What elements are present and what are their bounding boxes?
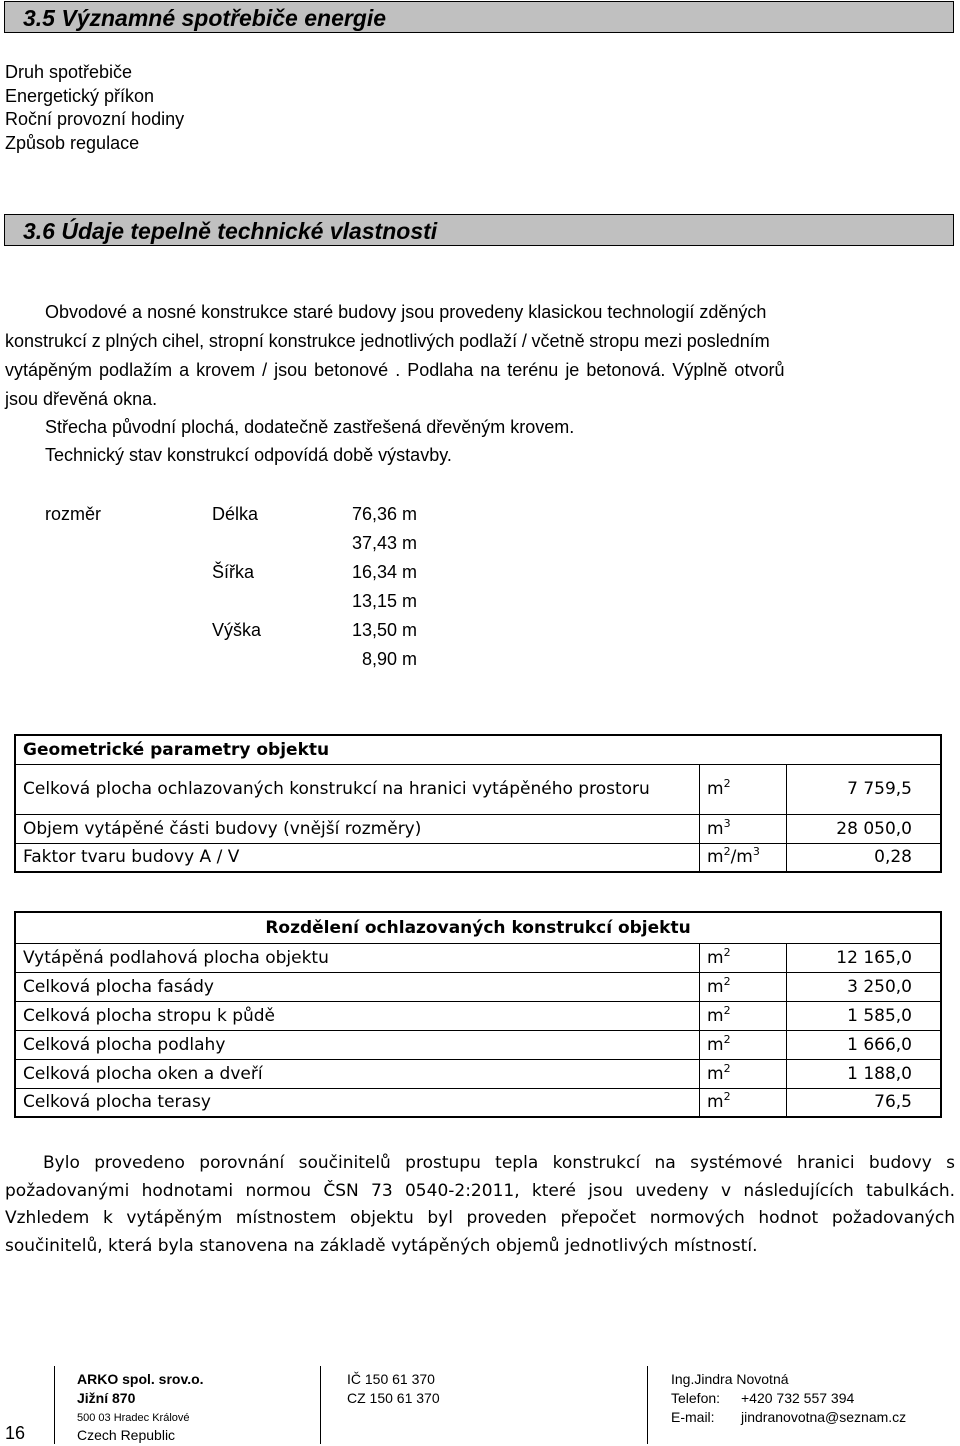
paragraph-line: jsou dřevěná okna. [5,389,158,409]
table-row [15,1030,941,1059]
footer-phone: +420 732 557 394 [741,1390,855,1406]
row-unit: $m^2/m^3$ [700,843,787,872]
table-title: Geometrické parametry objektu [15,735,941,764]
row-label: Celková plocha ochlazovaných konstrukcí na hranici vytápěného prostoru [15,764,700,814]
footer-email: jindranovotna@seznam.cz [741,1409,907,1425]
dimension-value: 76,36 m [352,504,418,524]
roof-description: Střecha původní plochá, dodatečně zastřešená dřevěným krovem. [45,417,575,437]
row-label: Vytápěná podlahová plocha objektu [15,943,700,972]
section-heading-3-5: 3.5 Významné spotřebiče energie [4,1,954,33]
footer-city: 500 03 Hradec Králové [77,1412,190,1424]
row-value: 0,28 [787,843,942,872]
row-label: Faktor tvaru budovy A / V [15,843,700,872]
row-label: Celková plocha podlahy [15,1030,700,1059]
dimension-value: 13,50 m [352,620,418,640]
row-unit: $m^2$ [700,1059,787,1088]
footer-person: Ing.Jindra Novotná [671,1371,789,1387]
dimension-value: 16,34 m [352,562,418,582]
footer-divider [320,1366,321,1444]
row-unit: $m^3$ [700,814,787,843]
section-heading-3-6: 3.6 Údaje tepelně technické vlastnosti [4,214,954,246]
footer-street: Jižní 870 [77,1390,136,1406]
table-row [15,764,941,814]
table-row [15,943,941,972]
dimension-value: 37,43 m [352,533,418,553]
height-label: Výška [212,620,262,640]
paragraph-line: Obvodové a nosné konstrukce staré budovy jsou provedeny klasickou technologií zděných [45,302,767,322]
row-value: 28 050,0 [787,814,942,843]
table-row [15,1001,941,1030]
row-label: Objem vytápěné části budovy (vnější rozměry) [15,814,700,843]
table-row [15,814,941,843]
paragraph-line: vytápěným podlažím a krovem / jsou betonové . Podlaha na terénu je betonová. Výplně otvorů [5,360,785,380]
list-item: Způsob regulace [5,133,140,153]
row-unit: $m^2$ [700,764,787,814]
footer-divider [54,1366,55,1444]
table-row [15,972,941,1001]
dimension-label: rozměr [45,504,102,524]
paragraph-line: konstrukcí z plných cihel, stropní konstrukce jednotlivých podlaží / včetně stropu mezi posledním [5,331,770,351]
row-value: 1 666,0 [787,1030,942,1059]
technical-state: Technický stav konstrukcí odpovídá době výstavby. [45,445,452,465]
row-unit: $m^2$ [700,1030,787,1059]
footer-email-label: E-mail: [671,1409,715,1425]
list-item: Druh spotřebiče [5,62,133,82]
row-value: 7 759,5 [787,764,942,814]
row-unit: $m^2$ [700,972,787,1001]
table-row [15,1088,941,1117]
row-value: 3 250,0 [787,972,942,1001]
table-row [15,843,941,872]
row-unit: $m^2$ [700,1088,787,1117]
cooled-structures-table [14,911,942,1118]
list-item: Roční provozní hodiny [5,109,185,129]
footer-dic: CZ 150 61 370 [347,1390,440,1406]
list-item: Energetický příkon [5,86,155,106]
footer-company: ARKO spol. srov.o. [77,1371,204,1387]
table-row [15,1059,941,1088]
row-label: Celková plocha oken a dveří [15,1059,700,1088]
row-value: 1 188,0 [787,1059,942,1088]
footer-phone-label: Telefon: [671,1390,721,1406]
footer-ic: IČ 150 61 370 [347,1371,435,1387]
footer-country: Czech Republic [77,1427,176,1443]
width-label: Šířka [212,562,255,582]
row-value: 76,5 [787,1088,942,1117]
table-title: Rozdělení ochlazovaných konstrukcí objektu [15,912,941,943]
row-unit: $m^2$ [700,1001,787,1030]
dimension-value: 13,15 m [352,591,418,611]
page-number: 16 [5,1423,26,1443]
row-label: Celková plocha terasy [15,1088,700,1117]
comparison-paragraph: Bylo provedeno porovnání součinitelů prostupu tepla konstrukcí na systémové hranici budovy s požadovanými hodnotami normou ČSN 73 0540-2:2011, které jsou uvedeny v následujících tabulkách. Vzhledem k vytápěným místnostem objektu byl proveden přepočet normových hodnot požadovaných součinitelů, která byla stanovena na základě vytápěných objemů jednotlivých místností. [5,1153,955,1256]
footer-divider [647,1366,648,1444]
row-value: 12 165,0 [787,943,942,972]
row-value: 1 585,0 [787,1001,942,1030]
row-unit: $m^2$ [700,943,787,972]
row-label: Celková plocha fasády [15,972,700,1001]
dimension-value: 8,90 m [362,649,418,669]
length-label: Délka [212,504,259,524]
row-label: Celková plocha stropu k půdě [15,1001,700,1030]
geometry-parameters-table [14,734,942,873]
